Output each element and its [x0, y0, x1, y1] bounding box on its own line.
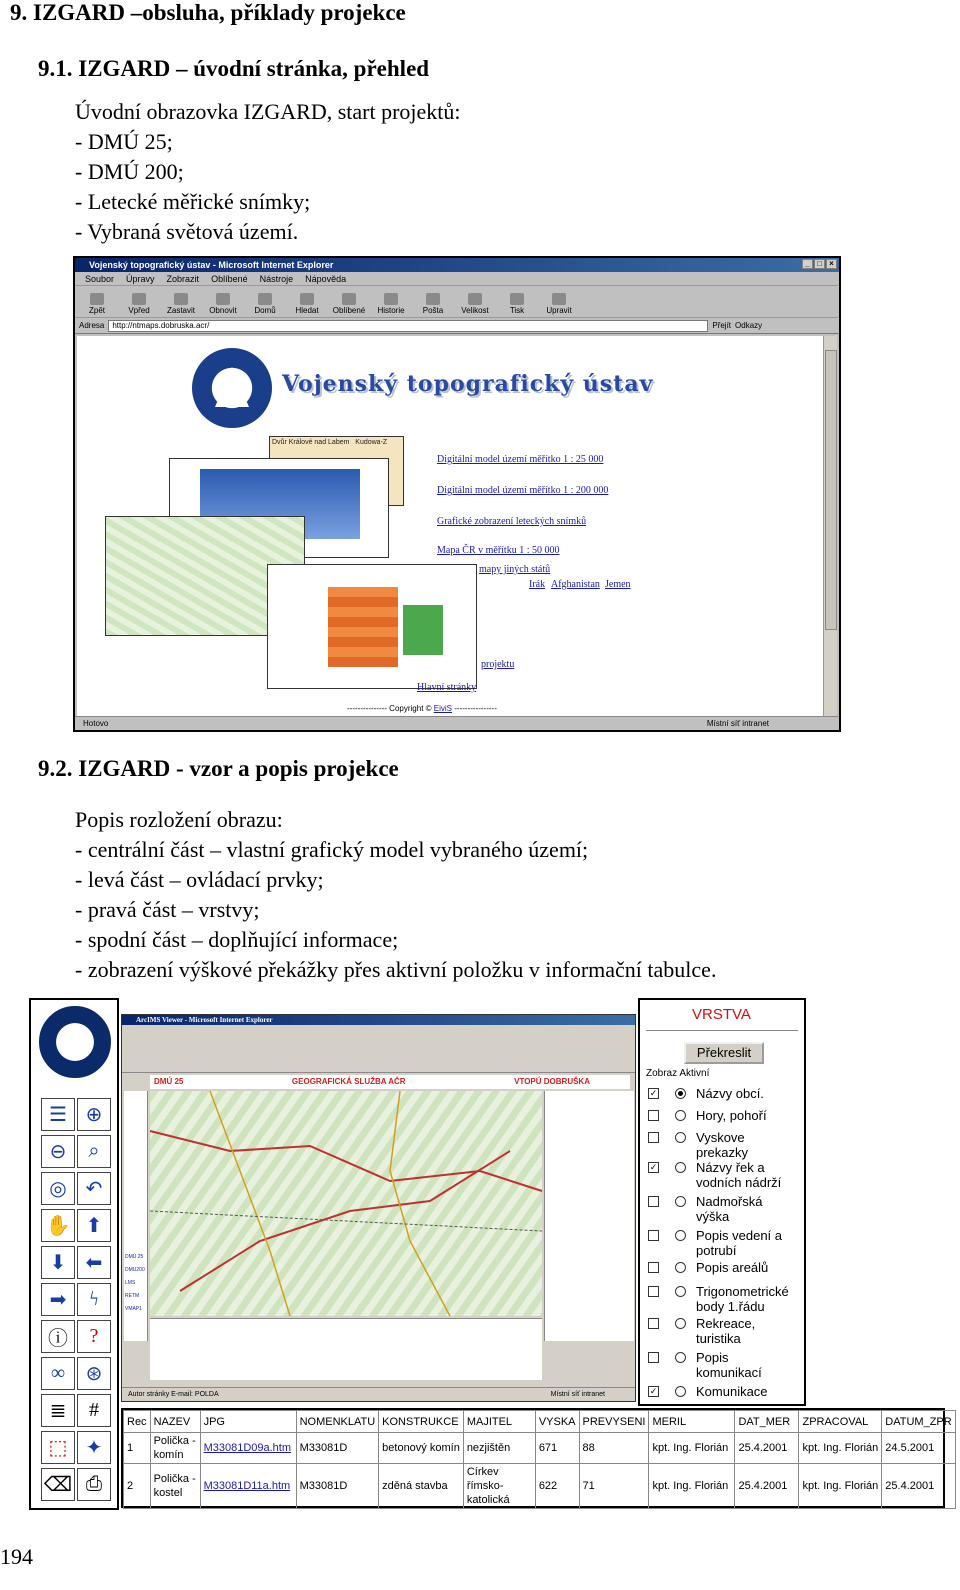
side-links — [125, 1251, 145, 1316]
layer-row — [648, 1160, 786, 1190]
refresh-button[interactable] — [209, 293, 237, 315]
text-line: - levá část – ovládací prvky; — [75, 867, 324, 892]
vtopu-logo — [39, 1006, 111, 1078]
maximize-icon[interactable]: □ — [814, 259, 825, 269]
link-project[interactable]: projektu — [481, 659, 515, 670]
table-cell: 1 — [124, 1433, 151, 1464]
map-view[interactable] — [150, 1091, 542, 1316]
aerial-grid-image — [328, 587, 398, 667]
text-line: - zobrazení výškové překážky přes aktivní položku v informační tabulce. — [75, 957, 717, 982]
menu-nastroje[interactable]: Nástroje — [259, 274, 294, 284]
layer-row — [648, 1384, 786, 1399]
mail-icon — [426, 293, 440, 305]
column-header[interactable]: MERIL — [649, 1411, 735, 1433]
search-button[interactable] — [293, 293, 321, 315]
layer-visible-checkbox[interactable] — [648, 1286, 659, 1297]
side-link[interactable]: RETM — [125, 1293, 140, 1299]
vertical-scrollbar[interactable] — [823, 336, 837, 716]
copyright-label: --------------- Copyright © — [347, 704, 432, 713]
forward-button[interactable] — [125, 293, 153, 315]
edit-button[interactable] — [545, 293, 573, 315]
table-cell: nezjištěn — [463, 1433, 535, 1464]
minimize-icon[interactable]: _ — [802, 259, 813, 269]
layer-name: Trigonometrické body 1.řádu — [696, 1284, 789, 1314]
scroll-thumb[interactable] — [825, 350, 837, 630]
table-body — [124, 1433, 956, 1509]
text-line: - DMÚ 200; — [75, 159, 184, 184]
table-cell: Církev římsko-katolická — [463, 1464, 535, 1509]
select-rect-icon[interactable]: ⬚ — [41, 1431, 75, 1464]
status-bar — [75, 716, 839, 730]
address-bar — [75, 318, 839, 334]
links-button[interactable]: Odkazy — [735, 321, 763, 330]
toolbar-label: Upravit — [546, 306, 572, 315]
size-icon — [468, 293, 482, 305]
banner-left: DMÚ 25 — [154, 1077, 184, 1086]
menu-oblibene[interactable]: Oblíbené — [211, 274, 248, 284]
back-arrow-icon[interactable]: ↶ — [77, 1172, 111, 1205]
link-main-page[interactable]: Hlavní stránky — [417, 682, 477, 693]
table-cell: 622 — [535, 1464, 579, 1509]
side-link[interactable]: LMS — [125, 1280, 136, 1286]
section1-heading: 9.1. IZGARD – úvodní stránka, přehled — [38, 56, 430, 81]
layer-active-radio[interactable] — [675, 1318, 686, 1329]
east-arrow-icon[interactable]: ➡ — [41, 1283, 75, 1316]
link-other-states[interactable]: mapy jiných států — [479, 564, 551, 575]
layer-active-radio[interactable] — [675, 1132, 686, 1143]
table-cell: M33081D — [296, 1464, 379, 1509]
window-title: Vojenský topografický ústav - Microsoft Internet Explorer — [89, 260, 334, 270]
query-icon[interactable]: ? — [77, 1320, 111, 1353]
visible-active-label: Zobraz Aktivní — [646, 1068, 710, 1079]
size-button[interactable] — [461, 293, 489, 315]
window-title: ArcIMS Viewer - Microsoft Internet Explorer — [136, 1016, 273, 1024]
link-map50[interactable]: Mapa ČR v měřítku 1 : 50 000 — [437, 545, 560, 556]
redraw-button[interactable]: Překreslit — [684, 1042, 764, 1064]
column-header[interactable]: Rec — [124, 1411, 151, 1433]
layer-active-radio[interactable] — [675, 1196, 686, 1207]
toolbar-label: Zastavit — [167, 306, 196, 315]
layer-visible-checkbox[interactable] — [648, 1230, 659, 1241]
section2-text — [75, 805, 716, 985]
layer-active-radio[interactable] — [675, 1262, 686, 1273]
aerial-green-area — [403, 605, 443, 655]
info-table — [123, 1410, 956, 1509]
arcims-screenshot — [121, 1014, 636, 1402]
layer-active-radio[interactable] — [675, 1110, 686, 1121]
column-header[interactable]: NOMENKLATU — [296, 1411, 379, 1433]
column-header[interactable]: PREVYSENI — [579, 1411, 649, 1433]
info-table-panel — [121, 1408, 952, 1508]
mini-layer-panel — [544, 1091, 634, 1341]
mail-button[interactable] — [419, 293, 447, 315]
table-cell: kpt. Ing. Florián — [799, 1464, 882, 1509]
info-icon[interactable]: ⓘ — [41, 1320, 75, 1353]
layers-panel — [638, 998, 806, 1406]
print-icon — [510, 293, 524, 305]
table-cell: 2 — [124, 1464, 151, 1509]
refresh-icon — [216, 293, 230, 305]
grid-icon[interactable]: # — [77, 1394, 111, 1427]
layer-active-radio[interactable] — [675, 1286, 686, 1297]
toolbar-label: Hledat — [295, 306, 319, 315]
layer-active-radio[interactable] — [675, 1088, 686, 1099]
table-cell: Polička - komín — [150, 1433, 200, 1464]
go-button[interactable]: Přejít — [712, 321, 732, 330]
menu-bar — [75, 272, 839, 286]
column-header[interactable]: DAT_MER — [735, 1411, 799, 1433]
column-header[interactable]: NAZEV — [150, 1411, 200, 1433]
text-line: Popis rozložení obrazu: — [75, 807, 283, 832]
layer-name: Nadmořská výška — [696, 1194, 763, 1224]
column-header[interactable]: JPG — [200, 1411, 296, 1433]
copyright-link[interactable]: EiviS — [433, 704, 453, 713]
mini-toolbar — [124, 1091, 148, 1341]
zoom-out-icon[interactable]: ⊖ — [41, 1135, 75, 1168]
window-titlebar — [75, 258, 839, 272]
back-icon — [90, 293, 104, 305]
status-text: Hotovo — [83, 719, 109, 728]
layer-name: Popis areálů — [696, 1260, 769, 1275]
zoom-layer-icon[interactable]: ◎ — [41, 1172, 75, 1205]
toolbar-label: Historie — [377, 306, 405, 315]
column-header[interactable]: ZPRACOVAL — [799, 1411, 882, 1433]
page-number: 194 — [0, 1544, 33, 1569]
layer-row — [648, 1284, 789, 1314]
menu-upravy[interactable]: Úpravy — [126, 274, 155, 284]
column-header[interactable]: KONSTRUKCE — [379, 1411, 464, 1433]
section2-heading: 9.2. IZGARD - vzor a popis projekce — [38, 756, 399, 781]
copyright — [347, 704, 497, 713]
status-text: Autor stránky E-mail: POLDA — [128, 1391, 219, 1398]
forward-icon — [132, 293, 146, 305]
select-tool-icon[interactable]: ✦ — [77, 1431, 111, 1464]
layer-name: Popis vedení a potrubí — [696, 1228, 783, 1258]
copyright-tail: ---------------- — [454, 704, 497, 713]
zoom-in-icon[interactable]: ⊕ — [77, 1098, 111, 1131]
table-cell: kpt. Ing. Florián — [649, 1464, 735, 1509]
link-dmu25[interactable]: Digitální model území měřítko 1 : 25 000 — [437, 454, 604, 465]
menu-zobrazit[interactable]: Zobrazit — [166, 274, 200, 284]
address-input[interactable]: http://ntmaps.dobruska.acr/ — [108, 320, 708, 332]
eraser-icon[interactable]: ⌫ — [41, 1468, 75, 1501]
text-line: - spodní část – doplňující informace; — [75, 927, 399, 952]
close-icon[interactable]: × — [826, 259, 837, 269]
browser-toolbar — [75, 286, 839, 318]
layer-active-radio[interactable] — [675, 1386, 686, 1397]
layer-name: Rekreace, turistika — [696, 1316, 756, 1346]
table-cell: 88 — [579, 1433, 649, 1464]
layer-name: Komunikace — [696, 1384, 768, 1399]
pan-hand-icon[interactable]: ✋ — [41, 1209, 75, 1242]
layer-row — [648, 1108, 786, 1123]
edit-icon — [552, 293, 566, 305]
text-line: - Vybraná světová území. — [75, 219, 299, 244]
lightning-icon[interactable]: ϟ — [77, 1283, 111, 1316]
toolbar-label: Velikost — [461, 306, 489, 315]
road-network — [150, 1091, 542, 1316]
layer-visible-checkbox[interactable]: ✓ — [649, 1386, 658, 1396]
toolbar-label: Zpět — [88, 306, 105, 315]
table-cell: 25.4.2001 — [735, 1433, 799, 1464]
layer-active-radio[interactable] — [675, 1162, 686, 1173]
binoculars-icon[interactable]: ∞ — [41, 1357, 75, 1390]
layer-row — [648, 1086, 786, 1101]
table-cell: 25.4.2001 — [735, 1464, 799, 1509]
layer-row — [648, 1350, 786, 1380]
table-row[interactable] — [124, 1433, 956, 1464]
banner-center: GEOGRAFICKÁ SLUŽBA AČR — [291, 1077, 406, 1086]
toolbar-label: Vpřed — [128, 306, 150, 315]
mini-info-table — [150, 1318, 542, 1380]
toolbar-label: Domů — [254, 306, 276, 315]
table-cell: 25.4.2001 — [882, 1464, 955, 1509]
link-afghanistan[interactable]: Afghanistan — [551, 579, 600, 590]
tool-grid — [39, 1096, 111, 1503]
layer-name: Názvy obcí. — [696, 1086, 764, 1101]
vtu-logo — [192, 348, 272, 428]
address-label: Adresa — [79, 321, 105, 330]
table-cell: Polička - kostel — [150, 1464, 200, 1509]
table-cell: 71 — [579, 1464, 649, 1509]
toolbar-label: Tisk — [509, 306, 525, 315]
layer-row — [648, 1228, 786, 1258]
layer-visible-checkbox[interactable] — [648, 1132, 659, 1143]
side-link[interactable]: DMÚ 25 — [125, 1254, 144, 1260]
layer-row — [648, 1316, 786, 1346]
column-header[interactable]: VYSKA — [535, 1411, 579, 1433]
thumb-label: Dvůr Králové nad Labem — [272, 439, 350, 446]
thumbnail-aerial-grid — [267, 564, 477, 689]
favorites-icon — [342, 293, 356, 305]
stop-button[interactable] — [167, 293, 195, 315]
layer-visible-checkbox[interactable] — [648, 1262, 659, 1273]
back-button[interactable] — [83, 293, 111, 315]
link-irak[interactable]: Irák — [529, 579, 546, 590]
layer-visible-checkbox[interactable] — [648, 1318, 659, 1329]
column-header[interactable]: MAJITEL — [463, 1411, 535, 1433]
search-icon — [300, 293, 314, 305]
layer-visible-checkbox[interactable] — [648, 1352, 659, 1363]
menu-soubor[interactable]: Soubor — [85, 274, 115, 284]
chapter-title: 9. IZGARD –obsluha, příklady projekce — [10, 0, 406, 25]
home-icon — [258, 293, 272, 305]
layer-row — [648, 1194, 786, 1224]
toolbar-label: Pošta — [422, 306, 444, 315]
menu-napoveda[interactable]: Nápověda — [305, 274, 347, 284]
side-link[interactable]: DMU200 — [125, 1267, 145, 1273]
browser-chrome — [122, 1025, 635, 1073]
layer-name: Popis komunikací — [696, 1350, 762, 1380]
list-icon[interactable]: ≣ — [41, 1394, 75, 1427]
layer-name: Názvy řek a vodních nádrží — [696, 1160, 782, 1190]
window-titlebar — [122, 1015, 635, 1025]
zoom-extent-icon[interactable]: ⌕ — [77, 1135, 111, 1168]
text-line: - Letecké měřické snímky; — [75, 189, 311, 214]
layer-active-radio[interactable] — [675, 1230, 686, 1241]
toolbar-label: Obnovit — [209, 306, 237, 315]
west-arrow-icon[interactable]: ⬅ — [77, 1246, 111, 1279]
table-cell[interactable]: M33081D11a.htm — [200, 1464, 296, 1509]
home-button[interactable] — [251, 293, 279, 315]
table-row[interactable] — [124, 1464, 956, 1509]
zone-text: Místní síť intranet — [706, 719, 769, 728]
table-cell[interactable]: M33081D09a.htm — [200, 1433, 296, 1464]
table-cell: 24.5.2001 — [882, 1433, 955, 1464]
tool-panel — [29, 998, 119, 1510]
south-arrow-icon[interactable]: ⬇ — [41, 1246, 75, 1279]
buffer-icon[interactable]: ⊛ — [77, 1357, 111, 1390]
text-line: Úvodní obrazovka IZGARD, start projektů: — [75, 99, 461, 124]
map-banner — [150, 1075, 630, 1089]
layer-name: Hory, pohoří — [696, 1108, 767, 1123]
layer-row — [648, 1260, 786, 1275]
history-icon — [384, 293, 398, 305]
table-cell: M33081D — [296, 1433, 379, 1464]
identify-list-icon[interactable]: ☰ — [41, 1098, 75, 1131]
toolbar-label: Oblíbené — [332, 306, 366, 315]
table-cell: zděná stavba — [379, 1464, 464, 1509]
layer-visible-checkbox[interactable] — [648, 1196, 659, 1207]
browser-screenshot-vtu — [73, 256, 841, 732]
table-header-row — [124, 1411, 956, 1433]
table-cell: betonový komín — [379, 1433, 464, 1464]
section1-text — [75, 97, 461, 247]
favorites-button[interactable] — [332, 293, 366, 315]
thumb-label: Kudowa-Z — [355, 439, 388, 446]
table-cell: 671 — [535, 1433, 579, 1464]
stop-icon — [174, 293, 188, 305]
layer-visible-checkbox[interactable] — [648, 1110, 659, 1121]
logo-mountain-icon — [215, 367, 249, 407]
table-cell: kpt. Ing. Florián — [799, 1433, 882, 1464]
link-jemen[interactable]: Jemen — [605, 579, 631, 590]
banner-right: VTOPÚ DOBRUŠKA — [514, 1077, 590, 1086]
site-name: Vojenský topografický ústav — [282, 371, 654, 397]
table-cell: kpt. Ing. Florián — [649, 1433, 735, 1464]
status-bar — [122, 1387, 635, 1401]
layer-active-radio[interactable] — [675, 1352, 686, 1363]
link-aerial[interactable]: Grafické zobrazení leteckých snímků — [437, 516, 587, 527]
column-header[interactable]: DATUM_ZPR — [882, 1411, 955, 1433]
side-link[interactable]: VMAP1 — [125, 1306, 142, 1312]
layer-visible-checkbox[interactable]: ✓ — [649, 1088, 658, 1098]
zone-text: Místní síť intranet — [550, 1391, 605, 1398]
text-line: - DMÚ 25; — [75, 129, 173, 154]
page-content — [77, 336, 823, 716]
link-dmu200[interactable]: Digitální model území měřítko 1 : 200 000 — [437, 485, 609, 496]
layers-title: VRSTVA — [692, 1006, 751, 1023]
north-arrow-icon[interactable]: ⬆ — [77, 1209, 111, 1242]
text-line: - pravá část – vrstvy; — [75, 897, 260, 922]
print-button[interactable] — [503, 293, 531, 315]
layer-row — [648, 1130, 786, 1160]
print-icon[interactable]: ⎙ — [77, 1468, 111, 1501]
text-line: - centrální část – vlastní grafický model vybraného území; — [75, 837, 589, 862]
history-button[interactable] — [377, 293, 405, 315]
layer-visible-checkbox[interactable]: ✓ — [649, 1162, 658, 1172]
layer-name: Vyskove prekazky — [696, 1130, 749, 1160]
divider — [646, 1030, 798, 1031]
